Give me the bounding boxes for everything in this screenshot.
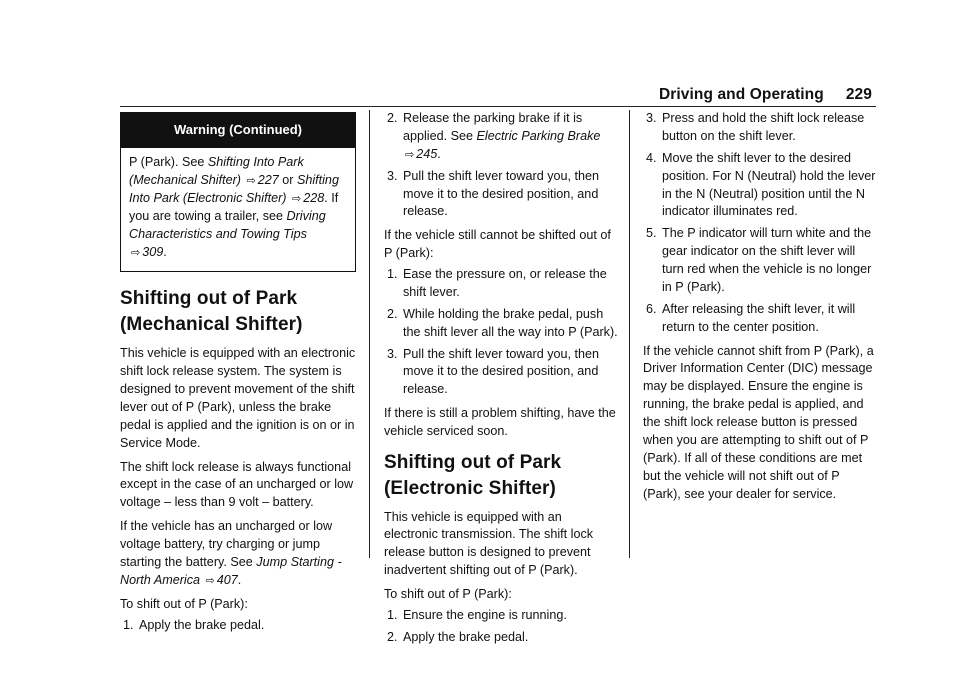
- page-ref-227[interactable]: 227: [257, 173, 279, 188]
- list-text: Press and hold the shift lock release button on the shift lever.: [662, 111, 865, 143]
- list-number: 2.: [387, 306, 398, 321]
- warning-body: [121, 148, 355, 270]
- list-text: While holding the brake pedal, push the shift lever all the way into P (Park).: [403, 306, 618, 339]
- paragraph: If there is still a problem shifting, have the vehicle serviced soon.: [384, 406, 616, 438]
- page-reference-arrow-icon: ⇨: [131, 246, 141, 259]
- warning-box: [120, 112, 356, 272]
- list-text: The P indicator will turn white and the gear indicator on the shift lever will turn red when the vehicle is no longer in P (Park).: [662, 226, 872, 294]
- list-item: [120, 617, 356, 635]
- list-item: [384, 110, 618, 164]
- list-text: .: [437, 146, 441, 161]
- fallback-steps-list: [384, 266, 618, 399]
- column-divider-2: [629, 110, 630, 558]
- column-3: [643, 110, 877, 509]
- page-reference-arrow-icon: ⇨: [291, 193, 302, 206]
- xref-electric-parking-brake[interactable]: Electric Parking Brake: [476, 128, 601, 143]
- page-ref-407[interactable]: 407: [216, 572, 238, 587]
- list-number: 4.: [646, 150, 657, 165]
- column-1: [120, 106, 356, 640]
- xref-shifting-into-park-mechanical[interactable]: Shifting Into Park (Mechanical Shifter): [129, 155, 304, 188]
- page-ref-228[interactable]: 228: [303, 191, 325, 206]
- list-item: [643, 301, 877, 337]
- page-header: [659, 84, 872, 106]
- list-number: 3.: [387, 346, 398, 361]
- xref-shifting-into-park-electronic[interactable]: Shifting Into Park (Electronic Shifter): [129, 173, 339, 206]
- paragraph: This vehicle is equipped with an electronic transmission. The shift lock release button is designed to prevent inadvertent shifting out of P (Park).: [384, 509, 594, 578]
- paragraph-text: .: [237, 572, 242, 587]
- list-item: [384, 266, 618, 302]
- list-item: [643, 225, 877, 297]
- list-number: 3.: [387, 168, 398, 183]
- paragraph-text: If the vehicle has an uncharged or low voltage battery, try charging or jump starting the battery. See: [120, 519, 333, 569]
- list-item: [384, 168, 618, 222]
- section-heading-electronic: Shifting out of Park (Electronic Shifter): [384, 451, 562, 499]
- list-text: Ensure the engine is running.: [403, 607, 567, 622]
- page-reference-arrow-icon: ⇨: [246, 175, 256, 188]
- paragraph: If the vehicle cannot shift from P (Park), a Driver Information Center (DIC) message may be displayed. Ensure the engine is running, the brake pedal is applied, and the shift lock release button is pressed when you are attempting to shift out of P (Park). If all of these conditions are met but the vehicle will not shift out of P (Park), see your dealer for service.: [643, 343, 874, 501]
- list-text: Apply the brake pedal.: [403, 629, 529, 644]
- paragraph: If the vehicle still cannot be shifted out of P (Park):: [384, 228, 611, 261]
- warning-text: or: [278, 173, 294, 188]
- list-text: Pull the shift lever toward you, then move it to the desired position, and release.: [403, 168, 600, 219]
- list-text: Apply the brake pedal.: [139, 617, 265, 632]
- page-ref-309[interactable]: 309: [142, 244, 164, 259]
- list-number: 2.: [387, 111, 398, 125]
- paragraph: This vehicle is equipped with an electronic shift lock release system. The system is designed to prevent movement of the shift lever out of P (Park), unless the brake pedal is applied and the ignition is on or in Service Mode.: [120, 346, 356, 450]
- page-reference-arrow-icon: ⇨: [405, 148, 415, 161]
- page-ref-245[interactable]: 245: [416, 146, 438, 161]
- steps-intro: To shift out of P (Park):: [384, 587, 512, 602]
- list-item: [384, 629, 618, 647]
- warning-title: Warning (Continued): [121, 113, 355, 148]
- list-text: Ease the pressure on, or release the shift lever.: [403, 267, 607, 299]
- mechanical-steps-list-continued: [384, 110, 618, 221]
- page-number: 229: [845, 86, 872, 103]
- list-number: 2.: [387, 629, 398, 644]
- list-number: 1.: [123, 617, 134, 632]
- steps-intro: To shift out of P (Park):: [120, 596, 248, 611]
- list-item: [643, 150, 877, 222]
- list-item: [384, 306, 618, 342]
- list-number: 3.: [646, 111, 657, 125]
- column-2: [384, 110, 618, 653]
- section-title: Driving and Operating: [658, 86, 824, 103]
- list-number: 1.: [387, 607, 398, 622]
- electronic-steps-list-continued: [643, 110, 877, 337]
- list-number: 5.: [646, 226, 657, 241]
- mechanical-steps-list: [120, 617, 356, 635]
- list-text: Move the shift lever to the desired position. For N (Neutral) hold the lever in the N (Neutral) position until the N indicator illuminates red.: [662, 150, 876, 219]
- page-reference-arrow-icon: ⇨: [205, 574, 215, 587]
- list-item: [384, 346, 618, 400]
- warning-text: P (Park). See: [129, 155, 208, 170]
- paragraph: [120, 518, 356, 590]
- list-text: After releasing the shift lever, it will return to the center position.: [662, 301, 856, 334]
- list-text: Release the parking brake if it is applied. See: [403, 111, 583, 143]
- xref-driving-characteristics[interactable]: Driving Characteristics and Towing Tips: [129, 209, 326, 241]
- warning-text: . If you are towing a trailer, see: [129, 191, 339, 224]
- list-number: 1.: [387, 267, 398, 281]
- list-item: [643, 110, 877, 146]
- electronic-steps-list: [384, 607, 618, 647]
- list-item: [384, 607, 618, 625]
- paragraph: The shift lock release is always functional except in the case of an uncharged or low voltage – less than 9 volt – battery.: [120, 459, 354, 510]
- column-divider-1: [369, 110, 370, 558]
- xref-jump-starting[interactable]: Jump Starting - North America: [120, 554, 342, 587]
- list-text: Pull the shift lever toward you, then move it to the desired position, and release.: [403, 346, 600, 397]
- list-number: 6.: [646, 301, 657, 316]
- section-heading-mechanical: Shifting out of Park (Mechanical Shifter): [120, 287, 303, 335]
- warning-text: .: [163, 244, 167, 259]
